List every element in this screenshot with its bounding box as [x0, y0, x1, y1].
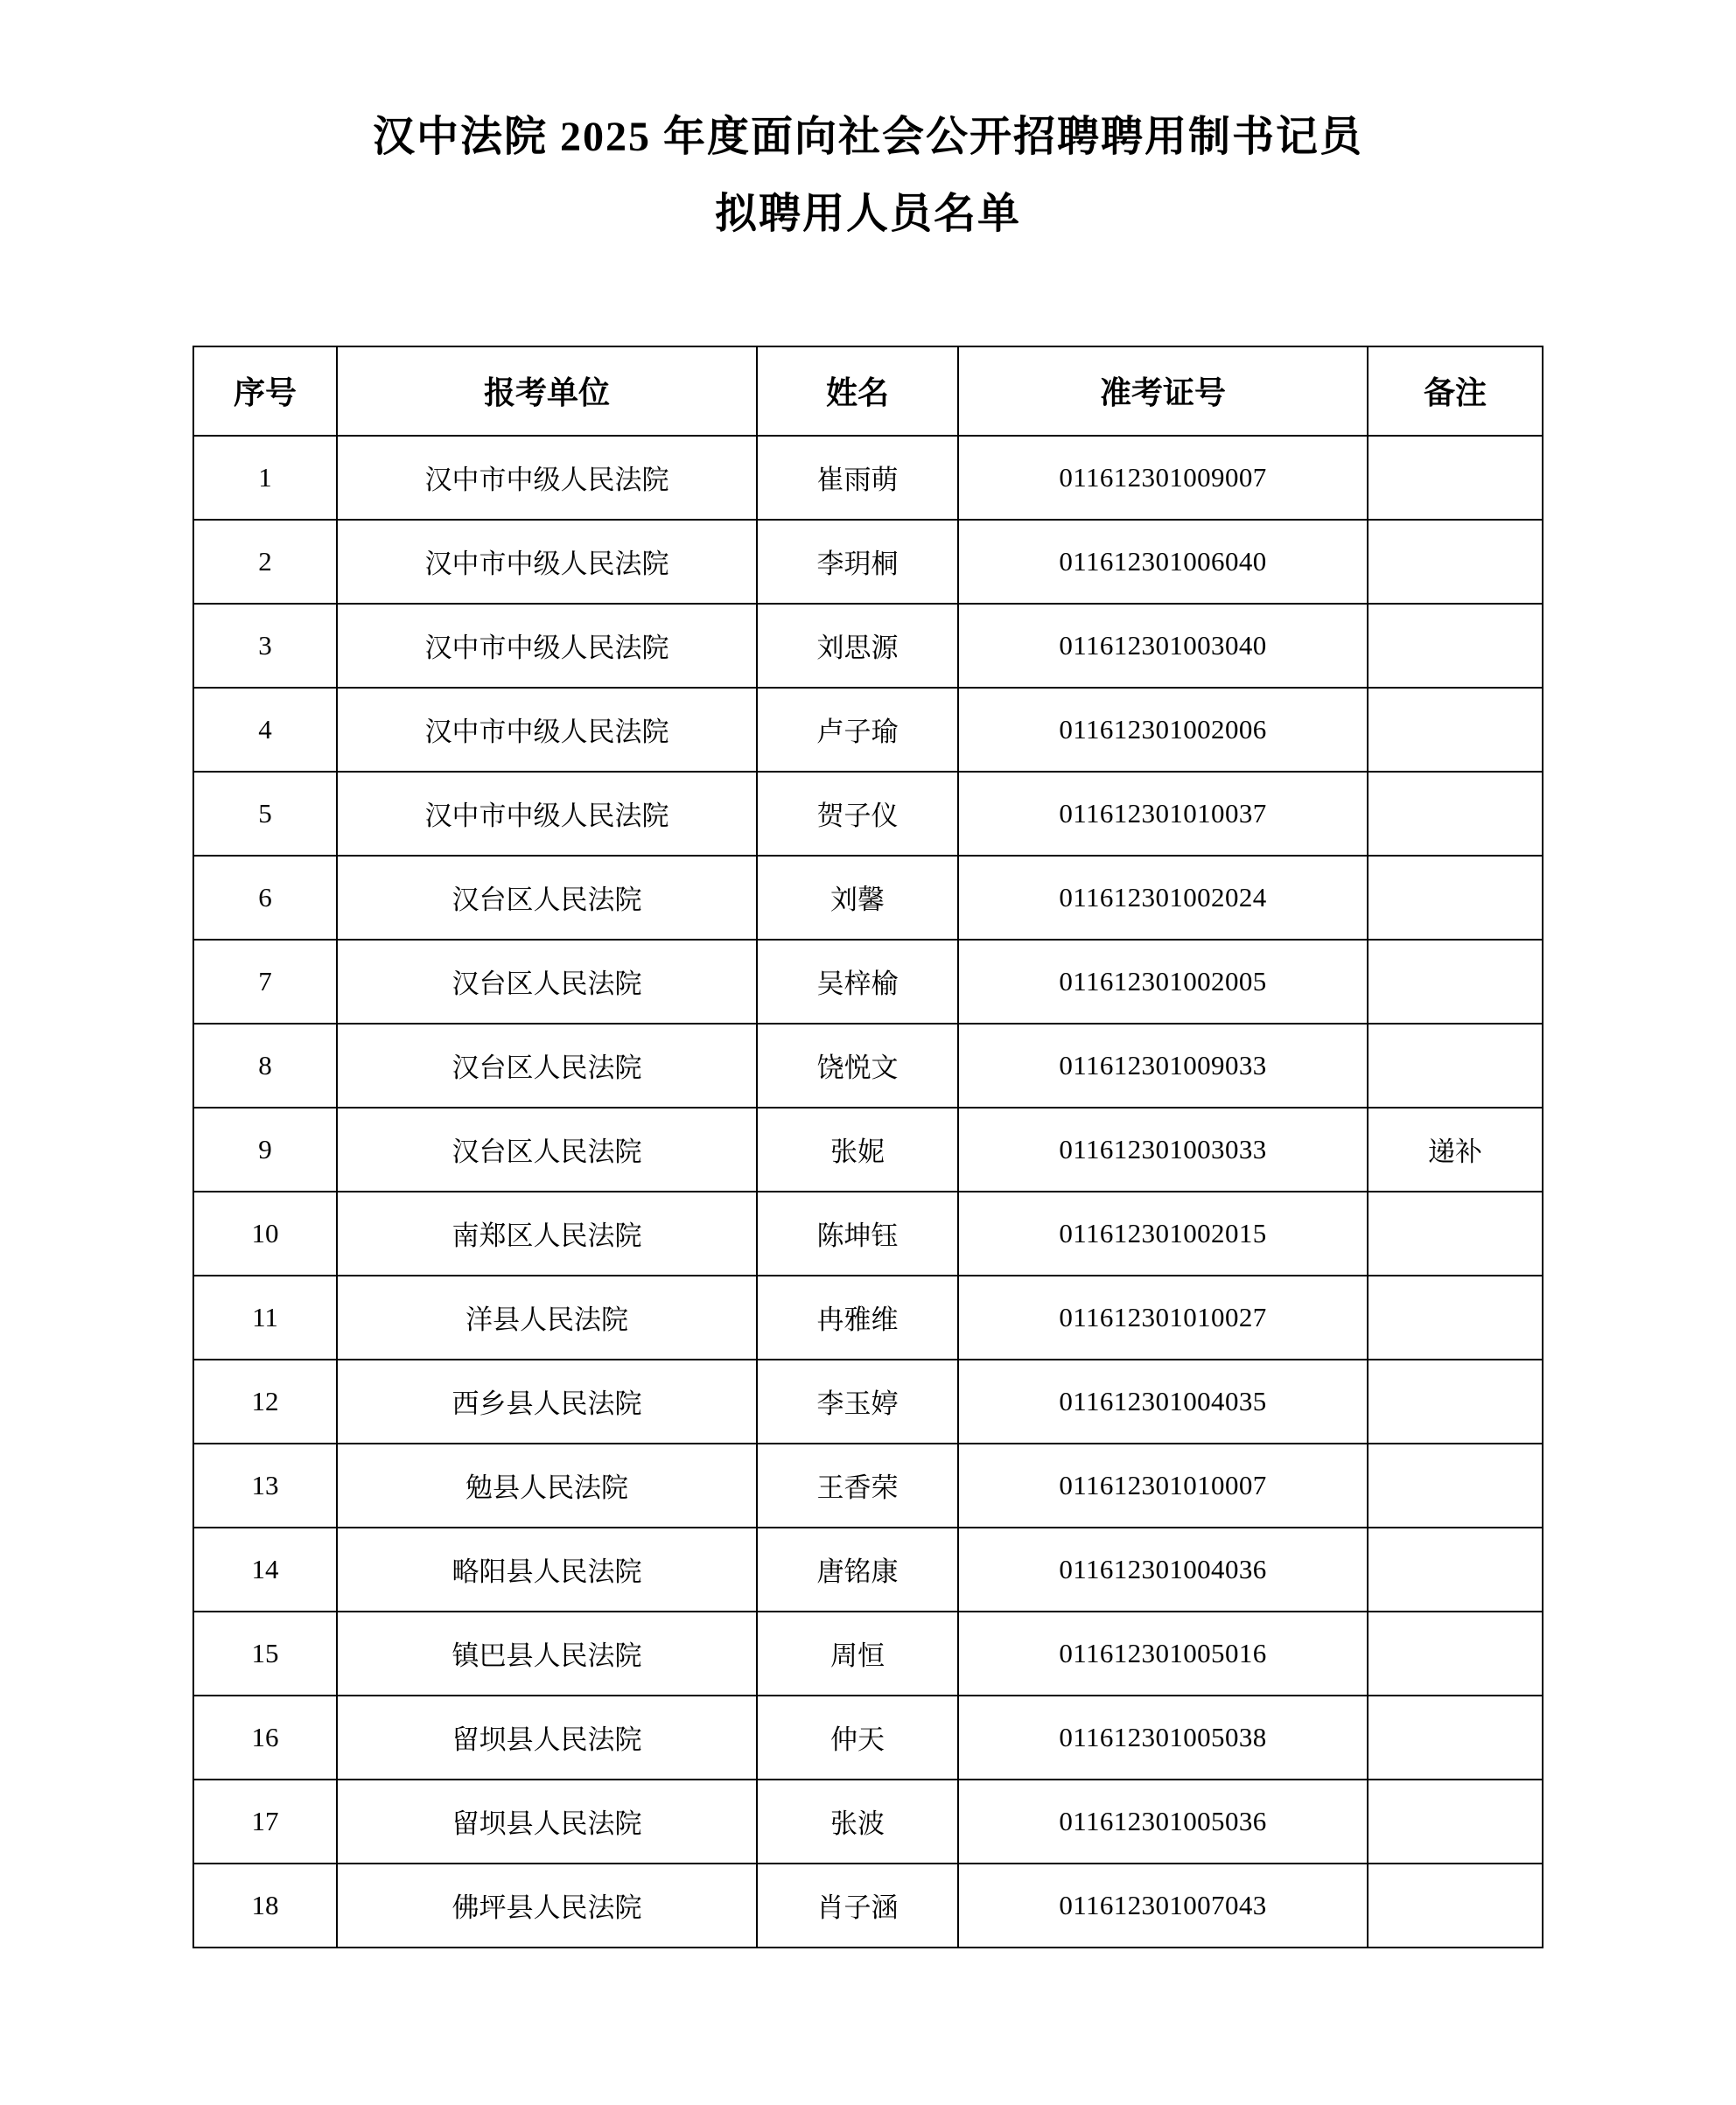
cell-ticket: 011612301004035 — [958, 1360, 1368, 1444]
table-row — [193, 772, 1543, 856]
cell-name: 张妮 — [757, 1108, 958, 1192]
cell-ticket: 011612301003033 — [958, 1108, 1368, 1192]
hire-list-table — [192, 346, 1544, 1948]
column-header-ticket: 准考证号 — [958, 346, 1368, 436]
table-row — [193, 1024, 1543, 1108]
cell-name: 饶悦文 — [757, 1024, 958, 1108]
table-row — [193, 688, 1543, 772]
cell-remark — [1368, 940, 1543, 1024]
cell-name: 贺子仪 — [757, 772, 958, 856]
table-row — [193, 1864, 1543, 1948]
table-row — [193, 436, 1543, 520]
table-row — [193, 1360, 1543, 1444]
cell-remark — [1368, 1192, 1543, 1276]
cell-ticket: 011612301005016 — [958, 1612, 1368, 1696]
cell-unit: 勉县人民法院 — [337, 1444, 757, 1528]
cell-ticket: 011612301002015 — [958, 1192, 1368, 1276]
cell-name: 仲天 — [757, 1696, 958, 1780]
cell-index: 9 — [193, 1108, 337, 1192]
cell-index: 16 — [193, 1696, 337, 1780]
cell-unit: 汉台区人民法院 — [337, 856, 757, 940]
cell-index: 4 — [193, 688, 337, 772]
table-row — [193, 1528, 1543, 1612]
cell-index: 11 — [193, 1276, 337, 1360]
cell-ticket: 011612301009033 — [958, 1024, 1368, 1108]
cell-index: 5 — [193, 772, 337, 856]
table-row — [193, 1108, 1543, 1192]
cell-index: 17 — [193, 1780, 337, 1864]
cell-ticket: 011612301002005 — [958, 940, 1368, 1024]
cell-name: 唐铭康 — [757, 1528, 958, 1612]
cell-unit: 汉中市中级人民法院 — [337, 436, 757, 520]
cell-name: 卢子瑜 — [757, 688, 958, 772]
table-header-row — [193, 346, 1543, 436]
cell-unit: 汉中市中级人民法院 — [337, 688, 757, 772]
cell-remark — [1368, 1276, 1543, 1360]
table-row — [193, 1696, 1543, 1780]
page-title — [192, 105, 1544, 248]
cell-index: 10 — [193, 1192, 337, 1276]
table-header — [193, 346, 1543, 436]
cell-ticket: 011612301002024 — [958, 856, 1368, 940]
table-row — [193, 856, 1543, 940]
cell-name: 吴梓榆 — [757, 940, 958, 1024]
cell-remark — [1368, 856, 1543, 940]
cell-name: 刘馨 — [757, 856, 958, 940]
cell-index: 18 — [193, 1864, 337, 1948]
cell-name: 王香荣 — [757, 1444, 958, 1528]
cell-index: 2 — [193, 520, 337, 604]
hire-list-table-wrapper — [192, 346, 1544, 1948]
cell-remark — [1368, 1024, 1543, 1108]
table-row — [193, 1192, 1543, 1276]
cell-ticket: 011612301010037 — [958, 772, 1368, 856]
cell-remark — [1368, 1612, 1543, 1696]
cell-name: 肖子涵 — [757, 1864, 958, 1948]
cell-name: 陈坤钰 — [757, 1192, 958, 1276]
cell-index: 13 — [193, 1444, 337, 1528]
cell-unit: 西乡县人民法院 — [337, 1360, 757, 1444]
cell-unit: 南郑区人民法院 — [337, 1192, 757, 1276]
table-body — [193, 436, 1543, 1948]
cell-remark — [1368, 436, 1543, 520]
cell-remark — [1368, 520, 1543, 604]
cell-ticket: 011612301009007 — [958, 436, 1368, 520]
cell-unit: 汉中市中级人民法院 — [337, 604, 757, 688]
cell-ticket: 011612301003040 — [958, 604, 1368, 688]
cell-unit: 佛坪县人民法院 — [337, 1864, 757, 1948]
cell-remark — [1368, 604, 1543, 688]
cell-name: 冉雅维 — [757, 1276, 958, 1360]
cell-unit: 汉台区人民法院 — [337, 1108, 757, 1192]
cell-index: 8 — [193, 1024, 337, 1108]
cell-remark — [1368, 1864, 1543, 1948]
table-row — [193, 1780, 1543, 1864]
table-row — [193, 520, 1543, 604]
cell-remark — [1368, 688, 1543, 772]
cell-name: 周恒 — [757, 1612, 958, 1696]
column-header-unit: 报考单位 — [337, 346, 757, 436]
cell-ticket: 011612301010007 — [958, 1444, 1368, 1528]
cell-name: 张波 — [757, 1780, 958, 1864]
cell-index: 12 — [193, 1360, 337, 1444]
table-row — [193, 1276, 1543, 1360]
table-row — [193, 1444, 1543, 1528]
cell-name: 崔雨萌 — [757, 436, 958, 520]
page-title-line-1: 汉中法院 2025 年度面向社会公开招聘聘用制书记员 — [372, 114, 1363, 160]
cell-index: 15 — [193, 1612, 337, 1696]
cell-unit: 留坝县人民法院 — [337, 1696, 757, 1780]
cell-unit: 洋县人民法院 — [337, 1276, 757, 1360]
table-row — [193, 1612, 1543, 1696]
table-row — [193, 604, 1543, 688]
cell-unit: 汉中市中级人民法院 — [337, 520, 757, 604]
table-row — [193, 940, 1543, 1024]
cell-index: 1 — [193, 436, 337, 520]
cell-ticket: 011612301007043 — [958, 1864, 1368, 1948]
cell-name: 刘思源 — [757, 604, 958, 688]
page-title-line-2: 拟聘用人员名单 — [714, 191, 1021, 238]
cell-unit: 汉台区人民法院 — [337, 1024, 757, 1108]
cell-name: 李玉婷 — [757, 1360, 958, 1444]
cell-unit: 汉台区人民法院 — [337, 940, 757, 1024]
cell-remark: 递补 — [1368, 1108, 1543, 1192]
cell-ticket: 011612301004036 — [958, 1528, 1368, 1612]
cell-name: 李玥桐 — [757, 520, 958, 604]
cell-unit: 汉中市中级人民法院 — [337, 772, 757, 856]
cell-index: 14 — [193, 1528, 337, 1612]
column-header-name: 姓名 — [757, 346, 958, 436]
cell-remark — [1368, 772, 1543, 856]
cell-ticket: 011612301006040 — [958, 520, 1368, 604]
cell-ticket: 011612301005036 — [958, 1780, 1368, 1864]
cell-index: 3 — [193, 604, 337, 688]
cell-remark — [1368, 1444, 1543, 1528]
column-header-remark: 备注 — [1368, 346, 1543, 436]
cell-remark — [1368, 1528, 1543, 1612]
cell-ticket: 011612301010027 — [958, 1276, 1368, 1360]
cell-ticket: 011612301005038 — [958, 1696, 1368, 1780]
cell-index: 7 — [193, 940, 337, 1024]
cell-unit: 略阳县人民法院 — [337, 1528, 757, 1612]
cell-unit: 留坝县人民法院 — [337, 1780, 757, 1864]
cell-remark — [1368, 1360, 1543, 1444]
cell-ticket: 011612301002006 — [958, 688, 1368, 772]
cell-remark — [1368, 1696, 1543, 1780]
cell-unit: 镇巴县人民法院 — [337, 1612, 757, 1696]
cell-index: 6 — [193, 856, 337, 940]
column-header-index: 序号 — [193, 346, 337, 436]
cell-remark — [1368, 1780, 1543, 1864]
